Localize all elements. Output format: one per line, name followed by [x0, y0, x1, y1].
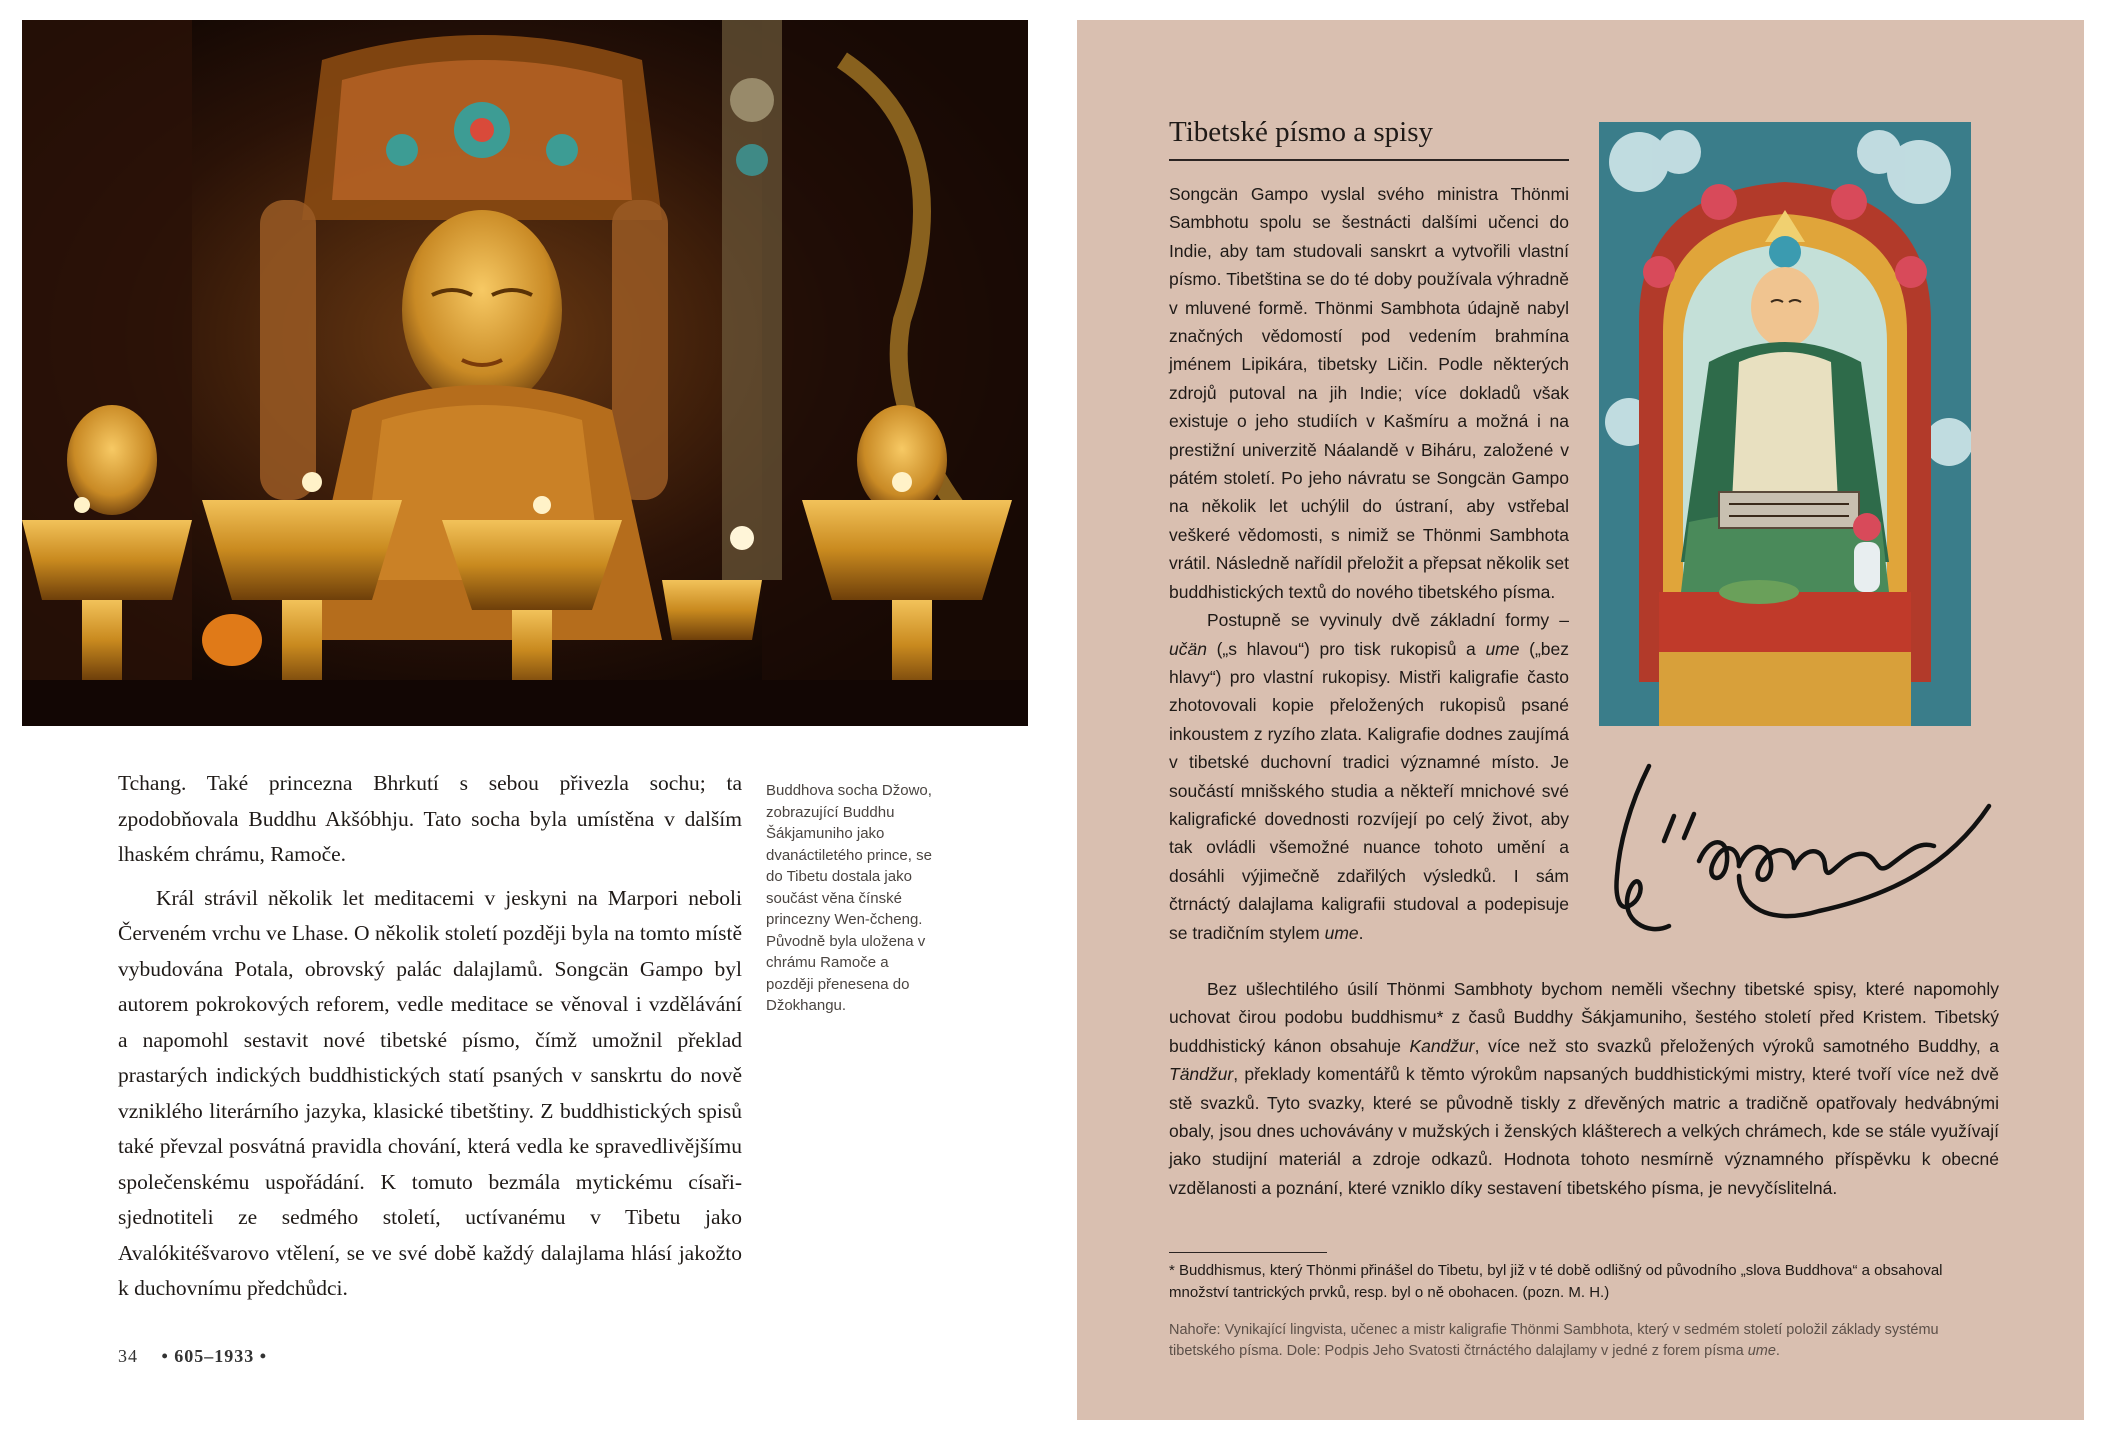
left-paragraph-2: Král strávil několik let meditacemi v jeskyni na Marpori neboli Červeném vrchu ve Lhase. O několik století později byla na tomto místě vybudována Potala, obrovský palác dalajlamů. Songcän Gampo byl autorem pokrokových reforem, vedle meditace se věnoval i vzdělávání a napomohl sestavit nové tibetské písmo, čímž umožnil překlad prastarých indických buddhistických statí psaných v sanskrtu do nově vzniklého literárního jazyka, klasické tibetštiny. Z buddhistických spisů také převzal posvátná pravidla chování, která vedla ke spravedlivějšímu společenskému uspořádání. K tomuto bezmála mytickému císaři-sjednotiteli ze sedmého století, uctívanému v Tibetu jako Avalókitéšvarovo vtělení, se ve své době každý dalajlama hlásí jakožto k duchovnímu předchůdci.: [118, 885, 742, 1300]
section-title: Tibetské písmo a spisy: [1169, 116, 1569, 161]
caption-term-ume: ume: [1747, 1343, 1776, 1359]
p2-part-a: Postupně se vyvinuly dvě základní formy –: [1207, 610, 1569, 631]
thangka-painting-icon: [1599, 122, 1971, 726]
photo-caption: Buddhova socha Džowo, zobrazující Buddhu Šákjamuniho jako dvanáctiletého prince, se do Tibetu dostala jako součást věna čínské princezny Wen-čcheng. Původně byla uložena v chrámu Ramoče a později přenesena do Džokhangu.: [766, 782, 932, 1014]
folio: [118, 1346, 267, 1367]
footnote: * Buddhismus, který Thönmi přinášel do Tibetu, byl již v té době odlišný od původního „slova Buddhova“ a obsahoval množství tantrických prvků, resp. byl o ně obohacen. (pozn. M. H.): [1169, 1262, 1943, 1301]
term-ume: ume: [1485, 638, 1520, 659]
dalai-lama-signature: [1589, 746, 2009, 966]
image-caption: [1169, 1320, 1999, 1362]
wide-part-c: , překlady komentářů k těmto výrokům napsaných buddhistickými mistry, které tvoří více než dvě stě svazků. Tyto svazky, které se původně tiskly z dřevěných matric a tradičně opatřovaly hedvábnými obaly, jsou dnes uchovávány v mužských i ženských klášterech a velkých chrámech, kde se stále využívají jako studijní materiál a zdroje odkazů. Hodnota tohoto nesmírně významného příspěvku k obecné vzdělanosti a poznání, které vzniklo díky sestavení tibetského písma, je nevyčíslitelná.: [1169, 1064, 1999, 1198]
chapter-range: • 605–1933 •: [161, 1346, 268, 1366]
right-column-text: [1169, 180, 1569, 947]
right-page: [1077, 20, 2084, 1420]
right-paragraph-1: Songcän Gampo vyslal svého ministra Thönmi Sambhotu spolu se šestnácti dalšími učenci do Indie, aby tam studovali sanskrt a vytvořili vlastní písmo. Tibetština se do té doby používala výhradně v mluvené formě. Thönmi Sambhota údajně nabyl značných vědomostí pod vedením brahmína jménem Lipikára, tibetsky Ličin. Podle některých zdrojů putoval na jih Indie; více dokladů však existuje o jeho studiích v Kašmíru a možná i na prestižní univerzitě Náalandě v Biháru, založené v pátém století. Po jeho návratu se Songcän Gampo na několik let uchýlil do ústraní, aby vstřebal veškeré vědomosti, s nimiž se Thönmi Sambhota vrátil. Následně nařídil přeložit a přepsat několik set buddhistických textů do nového tibetského písma.: [1169, 184, 1569, 602]
p2-part-c: („bez hlavy“) pro vlastní rukopisy. Mistři kaligrafie často zhotovovali kopie přeložených rukopisů psané inkoustem z ryzího zlata. Kaligrafie dodnes zaujímá v tibetské duchovní tradici významné místo. Je součástí mnišského studia a někteří mnichové své kaligrafické dovednosti rozvíjejí po celý život, aby tak ovládli všemožné nuance tohoto umění a dosáhli výjimečně zdařilých výsledků. I sám čtrnáctý dalajlama kaligrafii studoval a podepisuje se tradičním stylem: [1169, 638, 1569, 943]
term-tandzur: Tändžur: [1169, 1064, 1234, 1085]
term-ume-2: ume: [1324, 922, 1359, 943]
wide-part-a: Bez ušlechtilého úsilí Thönmi Sambhoty bychom neměli všechny tibetské spisy, které napomohly uchovat čirou podobu buddhismu* z časů Buddhy Šákjamuniho, šestého století před Kristem. Tibetský buddhistický kánon obsahuje: [1169, 979, 1999, 1056]
caption-part-a: Nahoře: Vynikající lingvista, učenec a mistr kaligrafie Thönmi Sambhota, který v sedmém století položil základy systému tibetského písma. Dole: Podpis Jeho Svatosti čtrnáctého dalajlamy v jedné z forem písma: [1169, 1322, 1939, 1359]
signature-icon: [1589, 746, 2009, 966]
wide-part-b: , více než sto svazků přeložených výroků samotného Buddhy, a: [1474, 1035, 1999, 1056]
p2-part-b: („s hlavou“) pro tisk rukopisů a: [1216, 638, 1476, 659]
left-body-text: [118, 766, 742, 1307]
footnote-rule: [1169, 1252, 1327, 1253]
right-paragraph-2: [1169, 606, 1569, 947]
term-ucan: učän: [1169, 638, 1207, 659]
term-kandzur: Kandžur: [1409, 1035, 1475, 1056]
caption-part-b: .: [1775, 1343, 1780, 1359]
page-number: 34: [118, 1346, 138, 1366]
buddha-statue-photo: [22, 20, 1028, 726]
buddha-statue-icon: [22, 20, 1028, 726]
p2-part-d: .: [1358, 922, 1364, 943]
wide-paragraph: [1169, 975, 1999, 1202]
left-paragraph-1: Tchang. Také princezna Bhrkutí s sebou přivezla sochu; ta zpodobňovala Buddhu Akšóbhju. Tato socha byla umístěna v dalším lhaském chrámu, Ramoče.: [118, 771, 742, 866]
thangka-painting: [1599, 122, 1971, 726]
